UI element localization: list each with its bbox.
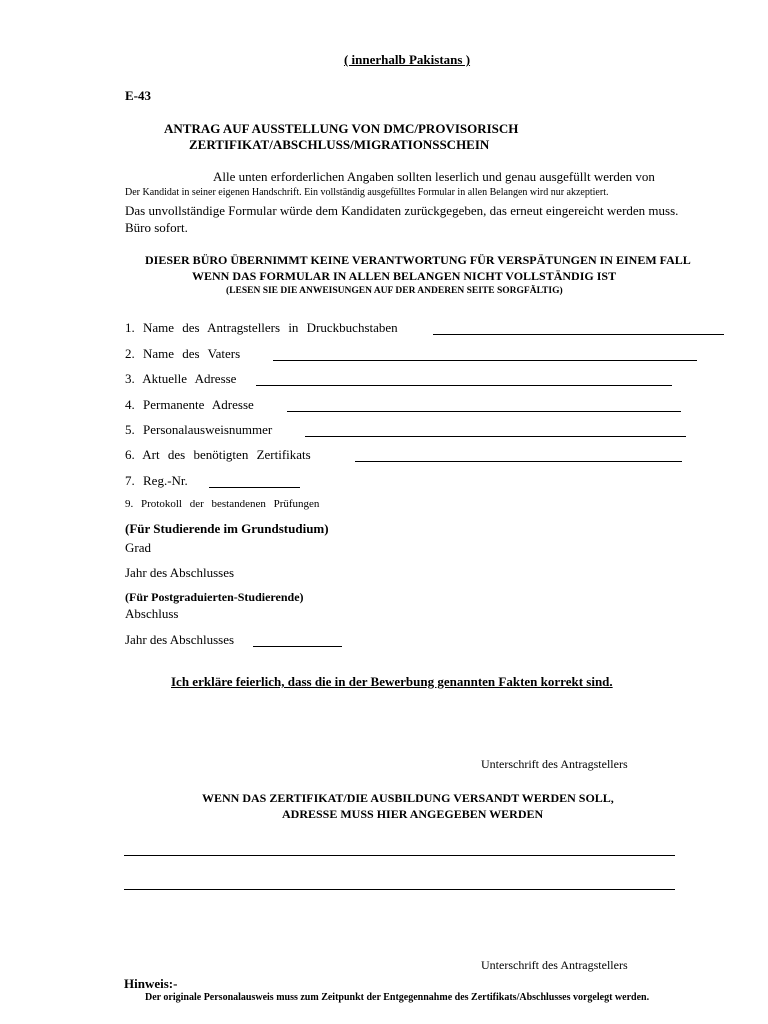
mailing-address-field-2[interactable]: [124, 889, 675, 890]
mailing-line2: ADRESSE MUSS HIER ANGEGEBEN WERDEN: [282, 807, 544, 821]
warning-line3: (LESEN SIE DIE ANWEISUNGEN AUF DER ANDEREN SEITE SORGFÄLTIG): [226, 286, 563, 296]
signature-label-1: Unterschrift des Antragstellers: [481, 757, 628, 771]
postgrad-heading: (Für Postgraduierten-Studierende): [125, 590, 304, 604]
field-label-reg-no: 7. Reg.-Nr.: [125, 473, 188, 488]
postgrad-year-label: Jahr des Abschlusses: [125, 632, 235, 647]
form-title-line2: ZERTIFIKAT/ABSCHLUSS/MIGRATIONSSCHEIN: [189, 137, 490, 152]
field-label-applicant-name: 1. Name des Antragstellers in Druckbuchstaben: [125, 320, 398, 335]
postgrad-year-field[interactable]: [253, 646, 342, 647]
field-label-id-number: 5. Personalausweisnummer: [125, 422, 273, 437]
note-heading: Hinweis:-: [124, 976, 178, 991]
id-number-field[interactable]: [305, 436, 686, 437]
current-address-field[interactable]: [256, 385, 672, 386]
intro-line1: Alle unten erforderlichen Angaben sollten leserlich und genau ausgefüllt werden von: [213, 169, 655, 184]
certificate-type-field[interactable]: [355, 461, 682, 462]
intro-line3: Das unvollständige Formular würde dem Kandidaten zurückgegeben, das erneut eingereicht werden muss.: [125, 203, 679, 218]
undergrad-heading: (Für Studierende im Grundstudium): [125, 521, 329, 536]
field-label-current-address: 3. Aktuelle Adresse: [125, 371, 237, 386]
note-text: Der originale Personalausweis muss zum Zeitpunkt der Entgegennahme des Zertifikats/Abschlusses vorgelegt werden.: [145, 992, 650, 1003]
warning-line2: WENN DAS FORMULAR IN ALLEN BELANGEN NICHT VOLLSTÄNDIG IST: [192, 269, 617, 283]
undergrad-degree-label: Grad: [125, 540, 151, 555]
intro-line2: Der Kandidat in seiner eigenen Handschrift. Ein vollständig ausgefülltes Formular in allen Belangen wird nur akzeptiert.: [125, 187, 609, 198]
reg-no-field[interactable]: [209, 487, 300, 488]
mailing-line1: WENN DAS ZERTIFIKAT/DIE AUSBILDUNG VERSANDT WERDEN SOLL,: [202, 791, 614, 805]
form-title-line1: ANTRAG AUF AUSSTELLUNG VON DMC/PROVISORISCH: [164, 121, 519, 136]
field-label-father-name: 2. Name des Vaters: [125, 346, 241, 361]
signature-label-2: Unterschrift des Antragstellers: [481, 958, 628, 972]
undergrad-year-label: Jahr des Abschlusses: [125, 565, 235, 580]
scope-label: ( innerhalb Pakistans ): [343, 52, 471, 67]
field-label-permanent-address: 4. Permanente Adresse: [125, 397, 254, 412]
declaration-text: Ich erkläre feierlich, dass die in der Bewerbung genannten Fakten korrekt sind.: [171, 674, 613, 689]
postgrad-degree-label: Abschluss: [125, 606, 179, 621]
father-name-field[interactable]: [273, 360, 697, 361]
permanent-address-field[interactable]: [287, 411, 681, 412]
warning-line1: DIESER BÜRO ÜBERNIMMT KEINE VERANTWORTUNG FÜR VERSPÄTUNGEN IN EINEM FALL: [145, 253, 691, 267]
field-label-certificate-type: 6. Art des benötigten Zertifikats: [125, 447, 311, 462]
intro-line4: Büro sofort.: [125, 220, 188, 235]
form-number: E-43: [125, 88, 151, 103]
applicant-name-field[interactable]: [433, 334, 724, 335]
mailing-address-field-1[interactable]: [124, 855, 675, 856]
field-label-exam-record: 9. Protokoll der bestandenen Prüfungen: [125, 498, 320, 510]
